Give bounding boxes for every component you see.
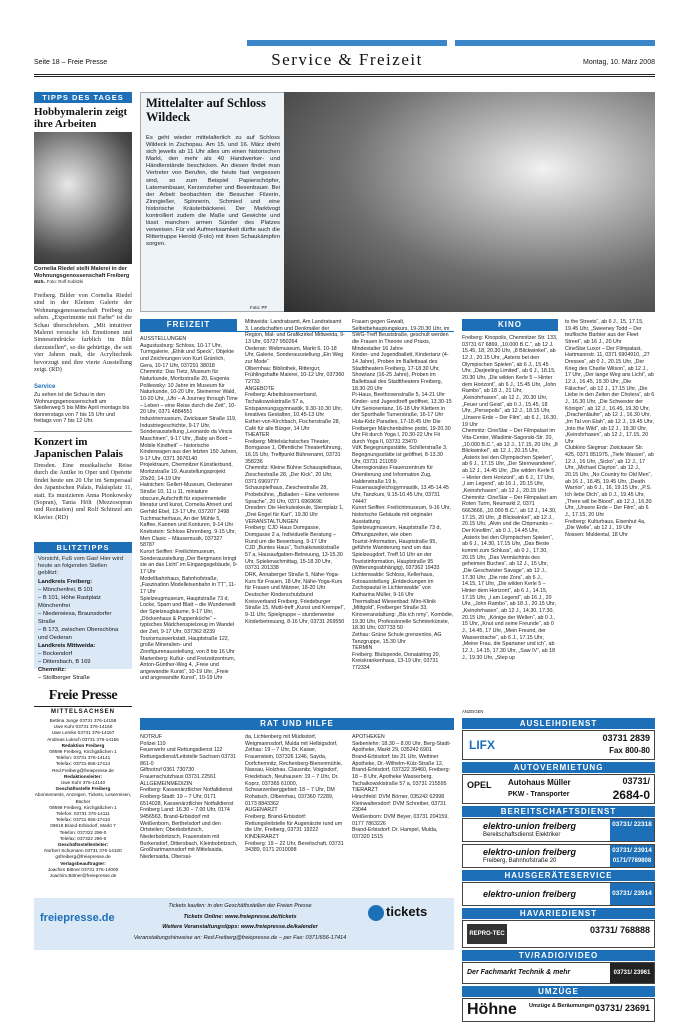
ausleih-company: LIFX: [469, 738, 495, 752]
kino-col1: Freiberg: Kinopolis, Chemnitzer Str. 133, 03731 67 6869, „10.000 B.C.“, ab 12 J. 15.45, 18, 20.30 Uhr, „8 Blickwinkel“, ab 12 J., 20.15 Uhr, „Asterix bei den Olympischen Spielen“, ab 6 J., 15.45 Uhr, „Darjeeling Limited“, ab 6 J., 18.15, 20.30 Uhr, „Die wilden Kerle 5 – Hinter dem Horizont“, ab 6 J., 15.45 Uhr, „John Rambo“, ab 18 J., 21 Uhr, „Keinohrhasen“, ab 12 J., 20.30 Uhr, „Feuer und Geist“, ab 0 J., 15.45, 18 Uhr, „Persepolis“, ab 12 J., 18.15 Uhr, „Unsere Erde – Der Film“, ab 6 J., 16.30, 19 Uhr Chemnitz: CineStar – Der Filmpalast im Vita-Center, Wladimir-Sagorski-Str. 20, „10.000 B.C.“, ab 12 J., 17.15, 20 Uhr, „8 Blickwinkel“, ab 12 J., 20.15 Uhr, „Asterix bei den Olympischen Spielen“, ab 6 J., 17.15 Uhr, „Der Sternwanderer“, ab 12 J., 14.45 Uhr, „Die wilden Kerle 5 – Hinter dem Horizont“, ab 6 J., 17 Uhr, „I am Legend“, ab 16 J., 20.15 Uhr, „Keinohrhasen“, ab 12 J., 20.15 Uhr Chemnitz: CineStar – Der Filmpalast am Roten Turm, Neumarkt 2, 0371 6663666, „10.000 B.C.“, ab 12 J., 14.30, 17.15, 20 Uhr, „8 Blickwinkel“, ab 12 J., 20.15 Uhr, „Alvin und die Chipmunks – Der Kinofilm“, ab 0 J., 14.45 Uhr, „Asterix bei den Olympischen Spielen“, ab 6 J., 14.30, 17.15 Uhr, „Das Beste kommt zum Schluss“, ab 0 J., 17.30, 20.15 Uhr, „Das Vermächtnis des geheimen Buches“, ab 12 J., 15 Uhr, „Die Geschwister Savage“, ab 12 J., 17.30 Uhr, „Die rote Zora“, ab 6 J., 14.15, 17 Uhr, „Die wilden Kerle 5 – Hinter dem Horizont“, ab 6 J., 14.15, 17.15 Uhr, „I am Legend“, ab 16 J., 20 Uhr, „John Rambo“, ab 18 J., 20.15 Uhr, „Keinohrhasen“, ab 12 J., 14.30, 17.30, 20.15 Uhr, „Könige der Wellen“, ab 0 J., 15 Uhr, „Knut und seine Freunde“, ab 0 J., 14.45, 17 Uhr, „Mein Freund, der Wasserdrache“, ab 6 J., 17.15 Uhr, „Meine Frau, die Spartaner und ich“, ab 12 J., 14.15, 17.30 Uhr, „Saw IV“, ab 18 J., 19.30 Uhr, „Step up: [462, 335, 558, 661]
imprint-line: Uwe Kuhr 03731 376-14160: [53, 724, 113, 730]
imprint-line: 09599 Freiberg, Kirchgäßchen 1: [49, 749, 117, 755]
painter-photo: [34, 132, 132, 264]
tickets-line2[interactable]: Tickets Online: www.freiepresse.de/tickets: [183, 913, 297, 920]
blitz-item: – Mönchenfrei, B 101: [38, 587, 94, 593]
imprint-line: Redaktionsleiter:: [63, 773, 103, 779]
freizeit-col1: AUSSTELLUNGEN Augustusburg: Schloss, 10-17 Uhr, Turmgalerie, „Ethik und Speck“, Objekte und Zeichnungen von Kurt Grünlich, Gera, 10-17 Uhr, 037291 38018 Chemnitz: Das Tietz, Museum für Naturkunde, Moritzstraße 20, Evgenia Polilewsky: 10 Jahre im Museum für Naturkunde, 10-20 Uhr, Steinerner Wald, 10-20 Uhr, „Ufo – A Journey through Time – Leben – eine Reise durch die Zeit“, 10-20 Uhr, 0371 4884551 Industriemuseum, Zwickauer Straße 119, Industriegeschichte, 9-17 Uhr, Sonderausstellung „Leonardo da Vincis Maschinen“, 9-17 Uhr, „Baby an Bord – Mobile Kindheit“ – historische Kinderwagen aus den letzten 150 Jahren, 9-17 Uhr, 0371 3676140 Projektraum, Chemnitzer Künstlerbund, Moritzstraße 19, Ausstellungsprojekt 20x20, 14-19 Uhr Hainichen: Gellert-Museum, Oederaner Straße 10, 11 u 11, miniature obscure„Aufschrift für experimentelle literatur und kunst, Cornelia Ahnert und Gerhild Ebel, 13-17 Uhr, 037207 2498 Tuchmacherhaus, An der Mühle 5, Kaffee, Kannen und Konturen, 9-14 Uhr Kriebstein: Schloss Ehrenberg, 9-15 Uhr, Men Clasic – Mäusemusik, 037327 58787 Kurort Seiffen: Freilichtmuseum, Sonderausstellung „Der Bergmann bringt sie an das Licht“ im Eingangsgebäude, 9-17 Uhr Modellbahnhaus, Bahnhofstraße, „Faszination Modelleisenbahn in TT“, 11-17 Uhr Spielzeugmuseum, Hauptstraße 73 d, Locke, Spam und Blatt – die Wunderwelt der Spielzeugbäume, 9-17 Uhr, „Döckenhaus & Puppenküche“ – typisches Mädchenspielzeug im Wandel der Zeit, 9-17 Uhr, 037362 8239 Tourismuswerkstatt, Hauptstraße 122, große Mineralien- und Zinnfigurenausstellung, von 8 bis 16 Uhr Marienberg: Kultur- und Freizeitzentrum, Anton-Günther-Weg 4, „Freie und angewandte Kunst“, 10-19 Uhr, „Freie und angewandte Kunst“, 10-19 Uhr: [140, 336, 238, 682]
ausleih-fax: Fax 800-80: [609, 746, 650, 755]
imprint-line: gsfreiberg@freiepresse.de: [55, 854, 111, 860]
blitz-item: – B 101, Höhe Rastplatz Mönchenfrei: [38, 595, 101, 609]
blitz-item: Chemnitz:: [38, 667, 67, 673]
rat-col2: da, Lichtenberg mit Müdisdorf, Weigmannsdorf, Mulda mit Helbigsdorf, Zethau: 19 – 7 Uhr, Dr. Kaiser, Frauenstein, 037326 1246, Sayda, Dorfchemnitz, Rechenberg-Bienenmühle, Nassau, Holzhau, Clausnitz, Voigtsdorf, Friedebach, Neuhausen: 19 – 7 Uhr, Dr. Koprz, 037365 61000, Schwarzenberggebiet: 18 – 7 Uhr, DM Rohatsch, Olbernhau, 037360 72289, 0173 8843362 AUGENARZT Freiberg, Brand-Erbisdorf: Rettungsleitstelle für Augenärzte rund um die Uhr, Freiberg, 03731 19222 KINDERARZT Freiberg: 19 – 22 Uhr, Bereitschaft, 03731 34389, 0171 2010098: [245, 734, 344, 854]
blitz-item: – Dittersbach, B 169: [38, 659, 91, 665]
auto-phone-b: 2684-0: [612, 788, 650, 802]
section-title: Service & Freizeit: [271, 50, 423, 69]
bereit1-company: elektro-union freiberg: [483, 821, 577, 831]
header-band: [247, 40, 447, 46]
imprint-line: 09599 Freiberg, Kirchgäßchen 1: [49, 804, 117, 810]
imprint-line: Redaktion Freiberg: [61, 742, 105, 748]
blitz-intro: Vorsicht, Fuß vom Gas! Hier wird heute an folgenden Stellen geblitzt:: [38, 556, 124, 576]
opel-logo: OPEL: [467, 780, 492, 790]
freie-presse-logo: Freie Presse: [48, 688, 118, 703]
imprint-lines: [34, 718, 132, 879]
imprint-line: Abonnements, Anzeigen, Tickets, Leserreisen, Bücher: [34, 792, 132, 804]
tipps-body2: Dresden. Eine musikalische Reise durch die Antike in Oper und Operette findet heute um 20 Uhr im Sempersaal des Japanischen Palais, Palaisplatz 11, statt. Es musizieren Anna Pionkowsky (Sopran), Tania Hölt (Mezzosopran und Rezitation) und Rolf Schinzel am Klavier. (RD): [34, 462, 132, 521]
havar-company: REPRO-TEC: [467, 924, 507, 944]
kino-col2: to the Streets“, ab 6 J., 15, 17.15, 19.45 Uhr, „Sweeney Todd – Der teuflische Barbier aus der Fleet Street“, ab 16 J., 20 Uhr CineStar Luxor – Der Filmpalast, Hartmannstr. 11, 0371 6904910, „27 Dresses“, ab 0 J., 20.15 Uhr, „Der Krieg des Charlie Wilson“, ab 12 J., 17 Uhr, „Der lange Weg ans Licht“, ab 12 J., 16.45, 19.30 Uhr, „Die Fälscher“, ab 12 J., 17.15 Uhr, „Die Liebe in den Zeiten der Cholera“, ab 6 J., 16.30 Uhr, „Die Schwester der Königin“, ab 12 J., 16.45, 19.30 Uhr, „Drachenläufer“, ab 12 J., 16.30 Uhr, „Im Tal von Elah“, ab 12 J., 19.45 Uhr, „Into the Wild“, ab 12 J., 19.30 Uhr, „Keinohrhasen“, ab 12 J., 17.15, 20 Uhr Clubkino Siegmar: Zwickauer Str. 425, 0371 851975, „Tiefe Wasser“, ab 12 J., 16 Uhr, „Sicko“, ab 12 J., 17 Uhr, „Michael Clayton“, ab 12 J., 20.15 Uhr, „No Country for Old Men“, ab 16 J., 16.45, 19.45 Uhr, „Death Warrior“, ab 6 J., 16, 19.15 Uhr, „P.S. Ich liebe Dich“, ab 0 J., 19.45 Uhr, „There will be Blood“, ab 12 J., 16.30 Uhr, „Unsere Erde – Der Film“, ab 6 J., 17.15, 20 Uhr Freiberg: Kulturhaus, Eisenhut 4a, „Die Welle“, ab 12 J., 19 Uhr Nossen: Muldental, 18 Uhr: [565, 319, 655, 538]
imprint-line: Uwe Kuhr 376-14140: [60, 780, 106, 786]
tipps-caption: [34, 266, 132, 290]
umzug-ad[interactable]: [462, 998, 655, 1022]
blitz-box: [34, 553, 132, 681]
tv-ad[interactable]: [462, 962, 655, 984]
imprint-line: Joachim Bittner 03731 376-14000: [47, 866, 119, 872]
ausleih-heading: AUSLEIHDIENST: [462, 718, 655, 729]
tipps-story2-title: Konzert im Japanischen Palais: [34, 436, 123, 460]
imprint-line: Geschäftsstelle Freiberg: [55, 786, 111, 792]
bereit2-company: elektro-union freiberg: [483, 847, 577, 857]
tickets-line4[interactable]: Veranstaltungshinweise an: Red.Freiberg@freiepresse.de – per Fax: 0371/656-17414: [133, 934, 347, 941]
imprint-line: Geschäftsstellenleiter:: [57, 842, 109, 848]
imprint-line: Verlagsbeauftragter:: [60, 860, 106, 866]
blitz-item: – B 173, zwischen Oberschöna und Oederan: [38, 627, 119, 641]
havar-heading: HAVARIEDIENST: [462, 908, 655, 919]
haus-phone: 03731/ 23914: [610, 883, 654, 905]
divider: [34, 431, 132, 432]
imprint-rule: [34, 706, 132, 707]
freizeit-col3: Frauen gegen Gewalt, Selbstbehauptungskurs, 19-20.30 Uhr, im SWG-Treff Beuststraße, geschult werden die Frauen in Theorie und Praxis, Mindestalter 16 Jahre Kinder- und Jugendballett, Kindertanz (4-14 Jahre), Proben im Ballettsaal des Stadttheaters Freiberg, 17-18.30 Uhr, Showtanz (16-25 Jahre), Proben im Ballettsaal des Stadttheaters Freiberg, 18.30-20 Uhr Pi-Haus, Beethovenstraße 5, 14-21 Uhr Kinder- und Jugendtreff geöffnet, 13.30-15 Uhr Seniorentanz, 16-18 Uhr Klettern in der Sporthalle Turnerstraße, 16-17 Uhr Hula-Kidz Paradies, 17-18.45 Uhr Die Freiberger Märchenbühne probt, 19-20.30 Uhr Fit durch Yoga I, 20.30-22 Uhr Fit durch Yoga II, 03731 23470 VdK Begegnungsstätte, Schillerstraße 3, Begegnungsstätte ist geöffnet, 8-13.30 Uhr, 03731 211059 Überregionales Frauenzentrum für Orientierung und Information Zug, Haldenstraße 19 b, Frauenausgleichsgymnastik, 13.45-14.45 Uhr, Tanzkurs, 9.15-10.45 Uhr, 03731 74447 Kurort Seiffen: Freilichtmuseum, 9-16 Uhr, historische Gebäude mit originaler Ausstattung Spielzeugmuseum, Hauptstraße 73 d, Öffnungszeiten, wie oben Tourist-Information, Hauptstraße 95, geführte Wanderung rund um das Spielzeugdorf, Treff 10 Uhr an der Touristinformation, Hauptstraße 95 (Witterungsabhängig), 037362 19433 Lichtenwalde: Schloss, Kellerhaus, Fotoausstellung „Entdeckungen im Zschopautal in Lichtenwalde“ von Katharina Müller, 9-16 Uhr Thermalbad Wiesenbad: Miro-Klinik „Mittgold“, Freiberger Straße 33, Kinoveranstaltung: „Bis ich nmy“, Komödie, 19.30 Uhr, Professionelle Schmierkünste, 18.30 Uhr, 037733 50 Zethau: Grüne Schule grenzenlos, AG Tanzgruppe, 15.30 Uhr TERMIN Freiberg: Blutspende, Donatalring 20, Kreiskrankenhaus, 13-19 Uhr, 03731 772334: [352, 319, 454, 672]
havar-ad[interactable]: [462, 920, 655, 948]
kino-heading: KINO: [462, 319, 558, 331]
tv-phone: 03731/ 23961: [610, 963, 654, 983]
rat-col3: APOTHEKEN Siebenlehn: 18.30 – 8.00 Uhr, Berg-Stadt-Apotheke, Markt 29, 035242 6901 Brand-Erbisdorf: bis 21 Uhr, Wettiner Apotheke, Dr.-Wilhelm-Külz-Straße 12, Brand-Erbisdorf, 037322 39460, Freiberg: 18 – 8 Uhr, Apotheke Wasserberg, Tschaikowskistraße 57 a, 03731 215595 TIERARZT Hirschfeld: DVM Börner, 035242 62998 Kleinwaltersdorf: DVM Schreiber, 03731 23044 Weißenborn: DVM Beyer, 03731 204159, 0177 7863226 Brand-Erbisdorf: Dr. Hampel, Mulda, 037320 1515: [352, 734, 451, 840]
header-band-right: [455, 40, 655, 46]
imprint-line: Telefax: 037322 296-6: [59, 835, 107, 841]
feature-photo: [284, 92, 655, 312]
tipps-service-text: Zu sehen ist die Schau in den Wohnungsgenossenschaft am Siedlerweg 5 bis Mitte April montags bis donnerstags von 7 bis 15 Uhr und freitags von 7 bis 12 Uhr.: [34, 392, 130, 425]
tipps-heading: TIPPS DES TAGES: [34, 92, 132, 103]
imprint-line: Red.Freiberg@freiepresse.de: [52, 767, 114, 773]
rat-heading: RAT UND HILFE: [140, 718, 454, 730]
issue-date: Montag, 10. März 2008: [583, 59, 655, 66]
tickets-lines: [112, 901, 368, 943]
umzug-phone: 03731/ 23691: [594, 1003, 650, 1013]
freizeit-col2: Mittweida: Landratsamt, Am Landratsamt 3, Landschaften und Denkmäler der Region, Mal- und Grafikzirkel Mittweida, 9-13 Uhr, 03727 950264 Oederan: Webmuseum, Markt 6, 10-18 Uhr, Galerie, Sonderausstellung „Ein Weg zur Mode“ Olbernhau: Bibliothek, Ritterguт, Frühlingshafte Malerei, 10-12 Uhr, 037360 72733 ANGEBOTE Freiberg: Arbeitslosenverband, Tschaikowskistraße 57 a, Entspannungsgymnastik, 9.30-10.30 Uhr, kreatives Gestalten, 10.45-13 Uhr Esther-von-Kirchbach, Fischerstraße 28, Café für alle Bürger, 14 Uhr THEATER Freiberg: Mittelsächsisches Theater, Borngasse 1, Öffentliche Theaterführung, 16.15 Uhr, Treffpunkt Bühnenamt, 03731 358236 Chemnitz: Kleine Bühne Schauspielhaus, Zieschestraße 28, „Der Kick“, 20 Uhr, 0371 6969777 Schauspielhaus, Zieschestraße 28, Probebühne, „Balladen – Eine verlorene Sprache“, 20 Uhr, 0371 6969696 Dresden: Die Herkuleskeule, Sternplatz 1, „Drei Engel für Karl“, 19.30 Uhr VERANSTALTUNGEN Freiberg: CJD Haus Domgasse, Domgasse 2 a, Individuelle Beratung – Rund um die Bewerbung, 9-17 Uhr CJD „Buntes Haus“, Tschaikowskistraße 57 a, Hausaufgaben-Betreuung, 13-15.30 Uhr, Spielenachmittag, 15-18.30 Uhr, 03731 201338 DRK, Annaberger Straße 5, Nähe-Yoga-Kurs für Frauen, 18 Uhr, Nähe-Yoga-Kurs für Frauen und Männer, 18-20 Uhr Deutscher Kinderschutzbund Kreisverband Freiberg, Friedeburger Straße 15, Mutti-treff „Kunst und Krempel“, 9-11 Uhr, Spielgruppe – stundenweise Kinderbetreuung, 8-16 Uhr, 03731 269550: [245, 319, 345, 625]
tipps-body1: Freiberg. Bilder von Cornelia Riedel sind in der Kleinen Galerie der Wohnungsgenossenschaft Freiberg zu sehen. „Experimente mit Farbe“ ist die Schau überschrieben. „Mit intuitiver Malerei versuche ich Emotionen und Sinneseindrücke farblich im Bild darzustellen“, so die gebürtige, die seit vier Jahren malt, die Acryltechnik bevorzugt und ihre vierte Ausstellung zeigt. (RD): [34, 292, 132, 374]
freizeit-heading: FREIZEIT: [140, 319, 237, 331]
havar-phone: 03731/ 768888: [589, 925, 650, 935]
tipps-service-label: Service: [34, 384, 56, 390]
bereit2-phone: 03731/ 23914: [610, 845, 654, 856]
ausleih-phone: 03731 2839: [602, 733, 650, 743]
auto-company: Autohaus Müller: [508, 778, 571, 787]
blitz-item: Landkreis Freiberg:: [38, 579, 93, 585]
tipps-caption-credit: Foto: Rolf Kubitzki: [46, 279, 84, 285]
imprint-line: Bettina Junge 03731 376-14158: [49, 718, 117, 723]
tickets-line3[interactable]: Weitere Veranstaltungstipps: www.freiepresse.de/kalender: [162, 924, 318, 930]
imprint-line: Telefon: 037322 296-0: [59, 829, 107, 835]
imprint-line: Telefon: 03731 376-14141: [55, 755, 111, 761]
auto-phone-a: 03731/: [622, 776, 650, 786]
ausleih-ad[interactable]: [462, 730, 655, 760]
imprint-line: 09618 Brand-Erbisdorf, Markt 7: [50, 823, 116, 829]
bereit-heading: BEREITSCHAFTSDIENST: [462, 806, 655, 817]
tipps-caption-text: Cornelia Riedel stellt Malerei in der Wohnungsgenossenschaft Freiberg aus.: [34, 266, 130, 286]
freiepresse-de-logo[interactable]: freiepresse.de: [40, 912, 115, 924]
imprint-line: Norbert Schumann 03731 376-14100: [44, 848, 122, 854]
bereit2-sub: Freiberg, Bahnhofstraße 20: [483, 858, 557, 864]
haus-company: elektro-union freiberg: [483, 889, 577, 899]
header-rule-2: [34, 76, 655, 77]
imprint-line: Uwe Lemke 03731 376-14157: [51, 730, 115, 736]
auto-sub: PKW - Transporter: [508, 791, 570, 798]
haus-heading: HAUSGERÄTESERVICE: [462, 870, 655, 881]
blitz-item: – Stollberger Straße: [38, 675, 90, 681]
imprint-office: MITTELSACHSEN: [51, 709, 115, 715]
rat-col1: NOTRUF Polizei 110 Feuerwehr und Rettungsdienst 112 Rettungsdienst/Leitstelle Sachsen 03731 861-0 Giftnotruf 0361 730730 Frauenschutzhaus 03731 22561 ALLGEMEINMEDIZIN Freiberg: Kassenärztlicher Notfalldienst Freiberg-Stadt: 19 – 7 Uhr, 0171 6514028, Kassenärztlicher Notfalldienst Freiberg Land: 16.30 – 7.00 Uhr, 0174 9456563, Brand-Erbisdorf mit Weißenborn, Berthelsdorf und den Ortsteilen; Oberbobritzsch, Niederbobritzsch, Frauenstein mit Burkersdorf, Dittersbach, Kleinbobritzsch, Großhartmannsdorf mit Mittelsaida, Niedersaida, Obersai-: [140, 734, 238, 860]
bereit1-sub: Bereitschaftsdienst Elektriker: [483, 832, 561, 838]
umzug-sub: Umzüge & Beräumungen: [529, 1003, 595, 1009]
tv-heading: TV/RADIO/VIDEO: [462, 950, 655, 961]
page-number: Seite 18 – Freie Presse: [34, 59, 108, 66]
blitz-item: – Bockendorf: [38, 651, 73, 657]
blitz-item: – Niederwiesa, Braunsdorfer Straße: [38, 611, 112, 625]
feature-credit: Foto: PF: [250, 305, 268, 310]
bereit1-ad[interactable]: [462, 818, 655, 842]
tipps-story1-title: Hobbymalerin zeigt ihre Arbeiten: [34, 106, 128, 130]
tickets-logo[interactable]: tickets: [386, 904, 428, 919]
tv-company: Der Fachmarkt Technik & mehr: [467, 969, 571, 976]
imprint-line: Telefax: 03731 656-17410: [55, 817, 111, 823]
anzeigen-label: ANZEIGEN: [462, 709, 484, 714]
header-rule: [34, 74, 655, 75]
bereit1-phone: 03731/ 22318: [610, 819, 654, 841]
blitz-heading: BLITZTIPPS: [34, 542, 132, 553]
ticket-icon: [368, 905, 384, 921]
imprint-line: Telefax: 03731 656-17414: [55, 761, 111, 767]
blitz-item: Landkreis Mittweida:: [38, 643, 96, 649]
auto-heading: AUTOVERMIETUNG: [462, 762, 655, 773]
tickets-line1: Tickets kaufen: in den Geschäftsstellen der Freien Presse: [168, 903, 312, 909]
imprint-line: Andreas Luksch 03731 376-14156: [47, 736, 119, 742]
umzug-company: Höhne: [467, 1001, 517, 1018]
bereit2-ad[interactable]: [462, 844, 655, 868]
feature-title: Mittelalter auf Schloss Wildeck: [146, 96, 266, 124]
bereit2-phone2: 0171/7789808: [610, 856, 654, 867]
blitz-list: [38, 578, 128, 682]
umzug-heading: UMZÜGE: [462, 986, 655, 997]
imprint-line: Joachim.Bittner@freiepresse.de: [49, 873, 117, 879]
auto-ad[interactable]: [462, 774, 655, 804]
feature-body: Es geht wieder mittelalterlich zu auf Schloss Wildeck in Zschopau. Am 15. und 16. März dreht sich jeweils ab 11 Uhr alles um einen historischen Markt, den mehr als 40 Handwerker- und Händlerstände beschicken. An diesen findet man Vertreter von Berufen, die heute fast vergessen sind, so zum Beispiel Papierschöpfer, Laternenbauer, Kerzenzieher und Besenbauer. Bei der Arbeit beobachten die Besucher Filzerin, Zinngießer, Spinnerin, Schmied und eine historische Kräuterbäckerei. Der Marktvogt kontrolliert zudem die Maße und Gewichte und lässt manchen armen Sünder des Platzes verweisen. Für viel Aufmerksamkeit dürfte auch die Rittertruppe Herold (Foto) mit ihren Schaukämpfen sorgen.: [146, 135, 280, 248]
imprint-line: Telefon: 03731 376-14111: [56, 811, 110, 817]
haus-ad[interactable]: [462, 882, 655, 906]
